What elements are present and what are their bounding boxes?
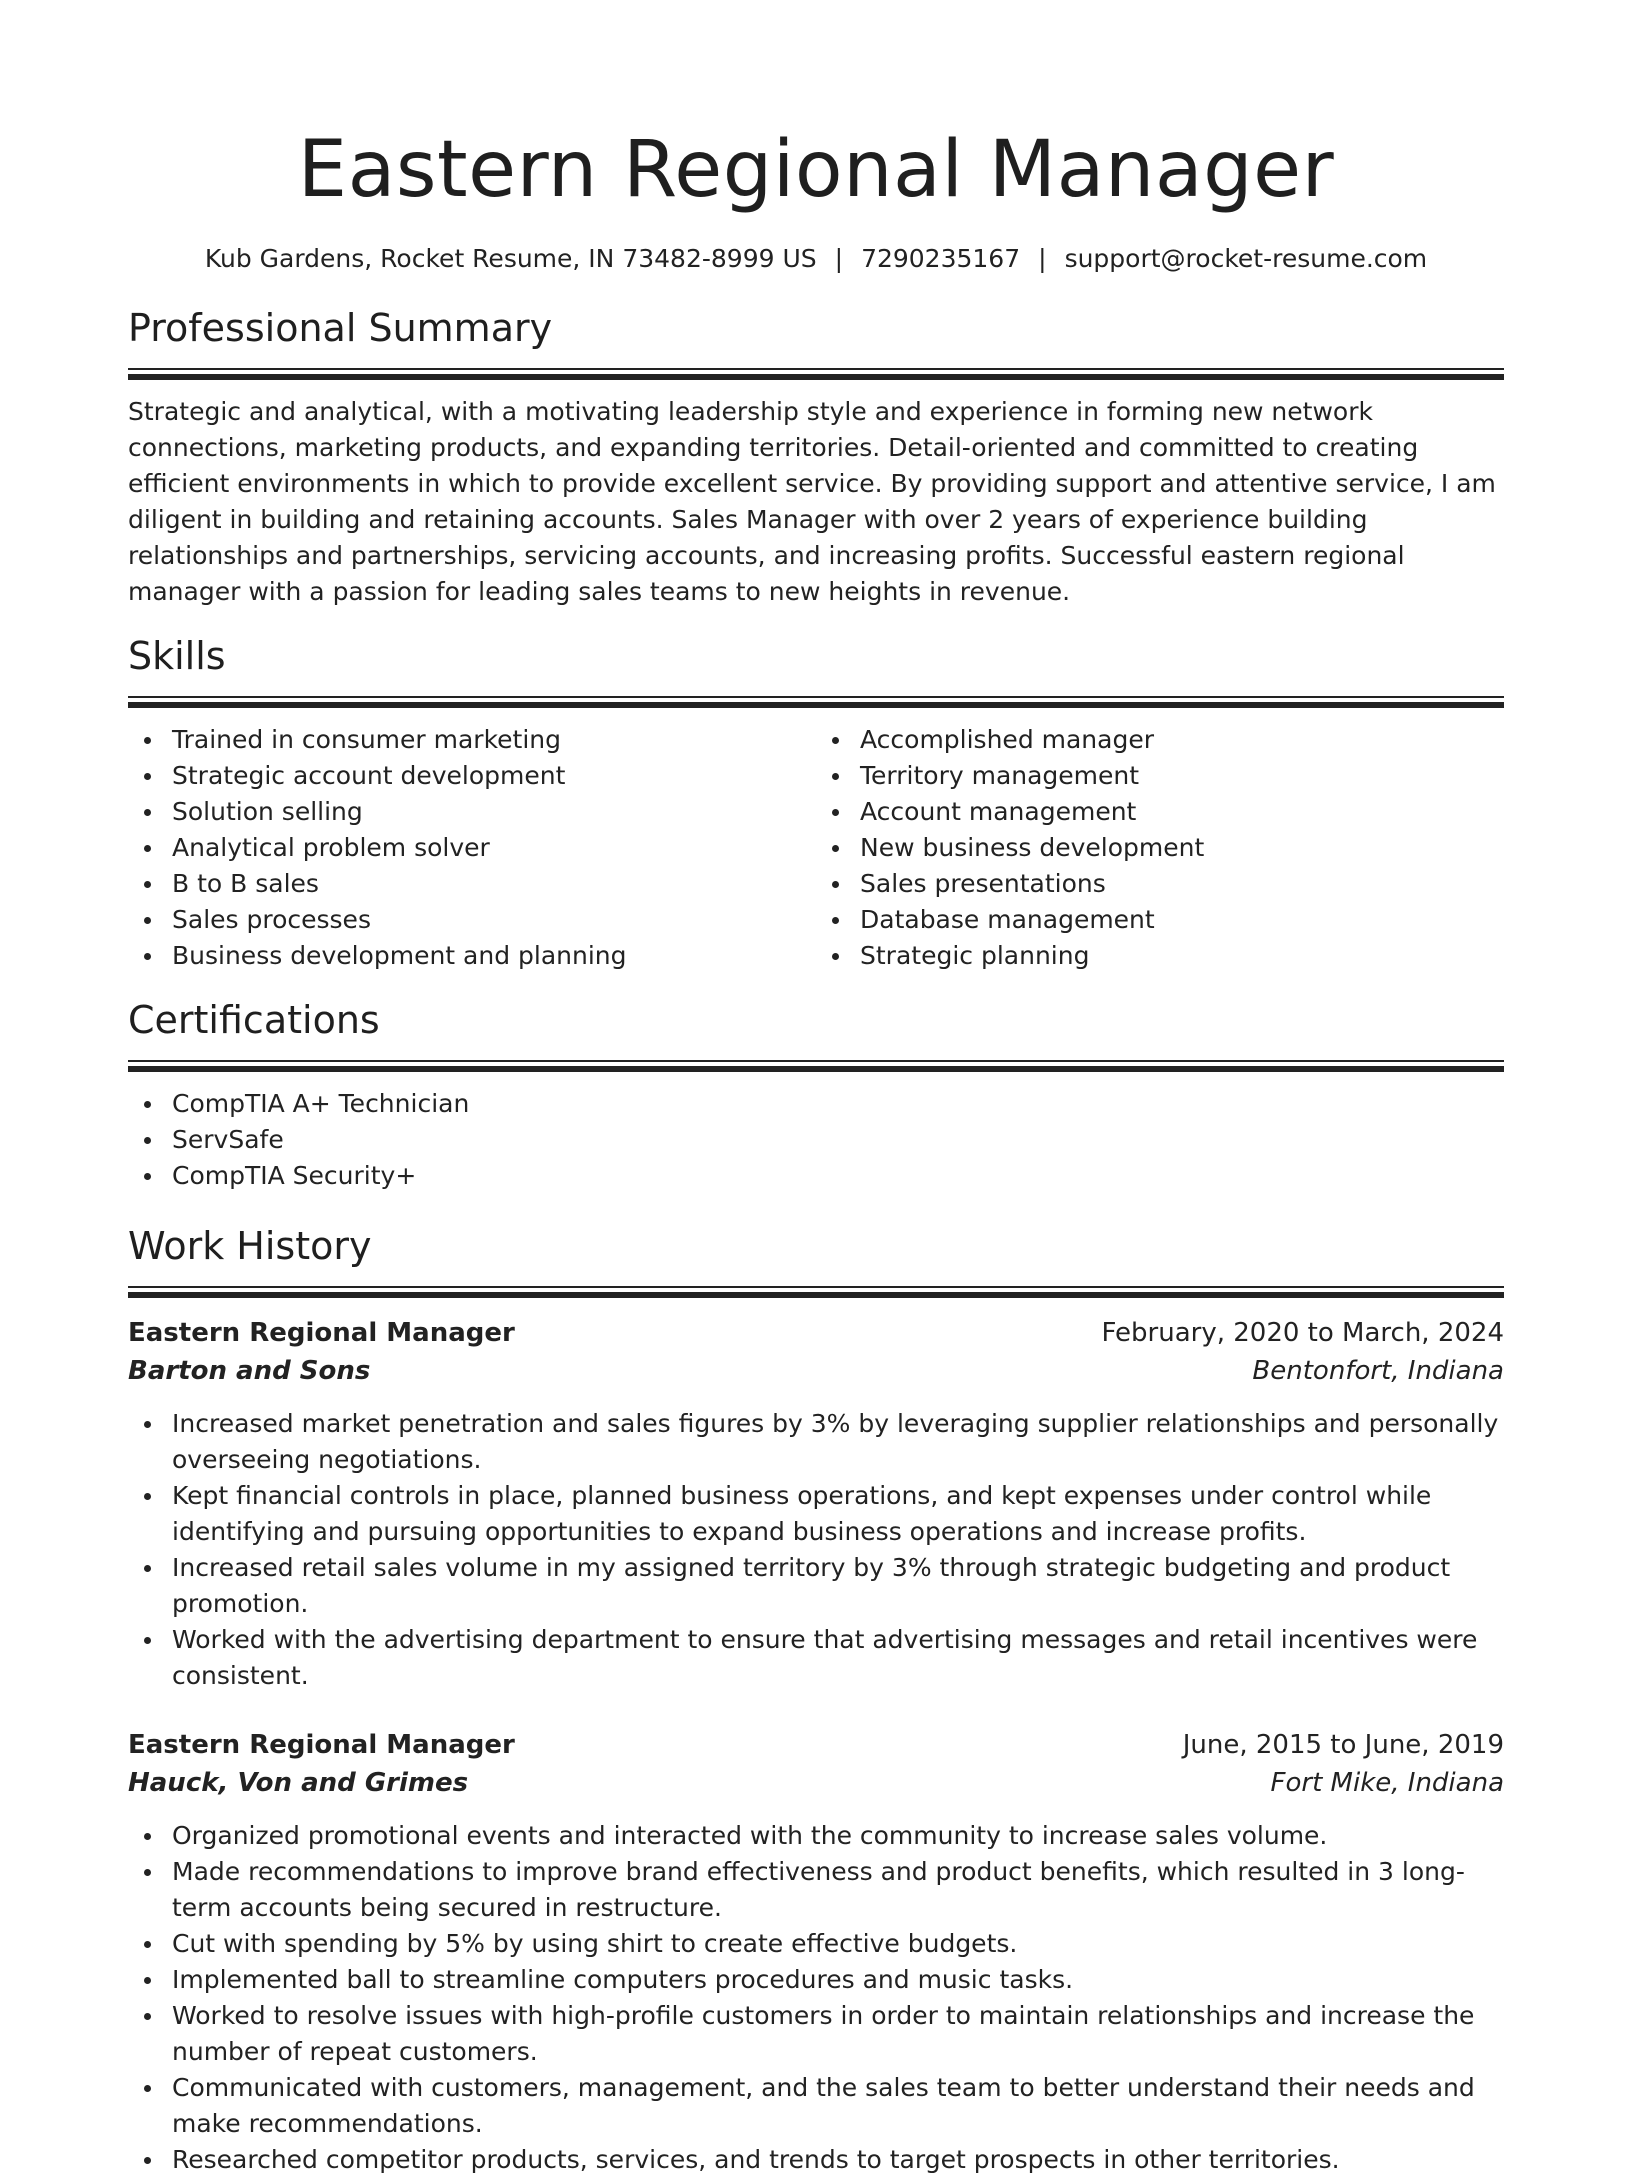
section-divider — [128, 696, 1504, 708]
job-company-row — [128, 1352, 1504, 1390]
list-item: B to B sales — [128, 866, 816, 902]
job-entry — [128, 1726, 1504, 2178]
list-item: ServSafe — [128, 1122, 1504, 1158]
list-item: Strategic planning — [816, 938, 1504, 974]
list-item: Implemented ball to streamline computers procedures and music tasks. — [128, 1962, 1504, 1998]
list-item: Worked to resolve issues with high-profile customers in order to maintain relationships and increase the number of repeat customers. — [128, 1998, 1504, 2070]
job-title: Eastern Regional Manager — [128, 1730, 515, 1760]
list-item: Solution selling — [128, 794, 816, 830]
skills-list-right — [816, 722, 1504, 974]
section-divider — [128, 1286, 1504, 1298]
summary-text: Strategic and analytical, with a motivating leadership style and experience in forming new network connections, marketing products, and expanding territories. Detail-oriented and committed to creating efficient environments in which to provide excellent service. By providing support and attentive service, I am diligent in building and retaining accounts. Sales Manager with over 2 years of experience building relationships and partnerships, servicing accounts, and increasing profits. Successful eastern regional manager with a passion for leading sales teams to new heights in revenue. — [128, 397, 1496, 606]
certifications-list — [128, 1086, 1504, 1194]
list-item: Sales processes — [128, 902, 816, 938]
skills-columns — [128, 722, 1504, 974]
list-item: Made recommendations to improve brand effectiveness and product benefits, which resulted in 3 long-term accounts being secured in restructure. — [128, 1854, 1504, 1926]
list-item: Business development and planning — [128, 938, 816, 974]
job-dates: June, 2015 to June, 2019 — [1182, 1730, 1504, 1760]
contact-separator: | — [1038, 244, 1047, 273]
job-company-row — [128, 1764, 1504, 1802]
section-divider — [128, 1060, 1504, 1072]
list-item: Sales presentations — [816, 866, 1504, 902]
list-item: Worked with the advertising department to ensure that advertising messages and retail incentives were consistent. — [128, 1622, 1504, 1694]
list-item: Trained in consumer marketing — [128, 722, 816, 758]
list-item: Increased retail sales volume in my assigned territory by 3% through strategic budgeting and product promotion. — [128, 1550, 1504, 1622]
list-item: Kept financial controls in place, planned business operations, and kept expenses under control while identifying and pursuing opportunities to expand business operations and increase profits. — [128, 1478, 1504, 1550]
list-item: Accomplished manager — [816, 722, 1504, 758]
job-company: Barton and Sons — [128, 1356, 371, 1386]
section-title-summary: Professional Summary — [128, 306, 553, 350]
section-title-work-history: Work History — [128, 1224, 372, 1268]
skills-section — [128, 632, 1504, 974]
job-location: Bentonfort, Indiana — [1252, 1356, 1504, 1386]
job-company: Hauck, Von and Grimes — [128, 1768, 469, 1798]
list-item: Strategic account development — [128, 758, 816, 794]
list-item: CompTIA A+ Technician — [128, 1086, 1504, 1122]
job-location: Fort Mike, Indiana — [1270, 1768, 1504, 1798]
job-header-row — [128, 1314, 1504, 1352]
contact-address: Kub Gardens, Rocket Resume, IN 73482-8999 US — [204, 244, 817, 273]
summary-section — [128, 304, 1504, 610]
section-title-certifications: Certifications — [128, 998, 380, 1042]
job-header-row — [128, 1726, 1504, 1764]
job-bullets — [128, 1818, 1504, 2178]
list-item: Researched competitor products, services, and trends to target prospects in other territories. — [128, 2142, 1504, 2178]
resume-page — [128, 118, 1504, 2178]
list-item: Organized promotional events and interacted with the community to increase sales volume. — [128, 1818, 1504, 1854]
page-title: Eastern Regional Manager — [297, 125, 1335, 215]
contact-line — [128, 242, 1504, 276]
list-item: CompTIA Security+ — [128, 1158, 1504, 1194]
job-title: Eastern Regional Manager — [128, 1318, 515, 1348]
list-item: Analytical problem solver — [128, 830, 816, 866]
job-bullets — [128, 1406, 1504, 1694]
contact-phone: 7290235167 — [861, 244, 1021, 273]
list-item: Account management — [816, 794, 1504, 830]
certifications-section — [128, 996, 1504, 1194]
job-entry — [128, 1314, 1504, 1694]
list-item: Database management — [816, 902, 1504, 938]
list-item: Territory management — [816, 758, 1504, 794]
work-history-section — [128, 1222, 1504, 2178]
list-item: Increased market penetration and sales figures by 3% by leveraging supplier relationships and personally overseeing negotiations. — [128, 1406, 1504, 1478]
list-item: Communicated with customers, management, and the sales team to better understand their needs and make recommendations. — [128, 2070, 1504, 2142]
job-dates: February, 2020 to March, 2024 — [1101, 1318, 1504, 1348]
section-title-skills: Skills — [128, 634, 226, 678]
list-item: Cut with spending by 5% by using shirt to create effective budgets. — [128, 1926, 1504, 1962]
skills-list-left — [128, 722, 816, 974]
section-divider — [128, 368, 1504, 380]
contact-email: support@rocket-resume.com — [1064, 244, 1428, 273]
list-item: New business development — [816, 830, 1504, 866]
contact-separator: | — [834, 244, 844, 273]
